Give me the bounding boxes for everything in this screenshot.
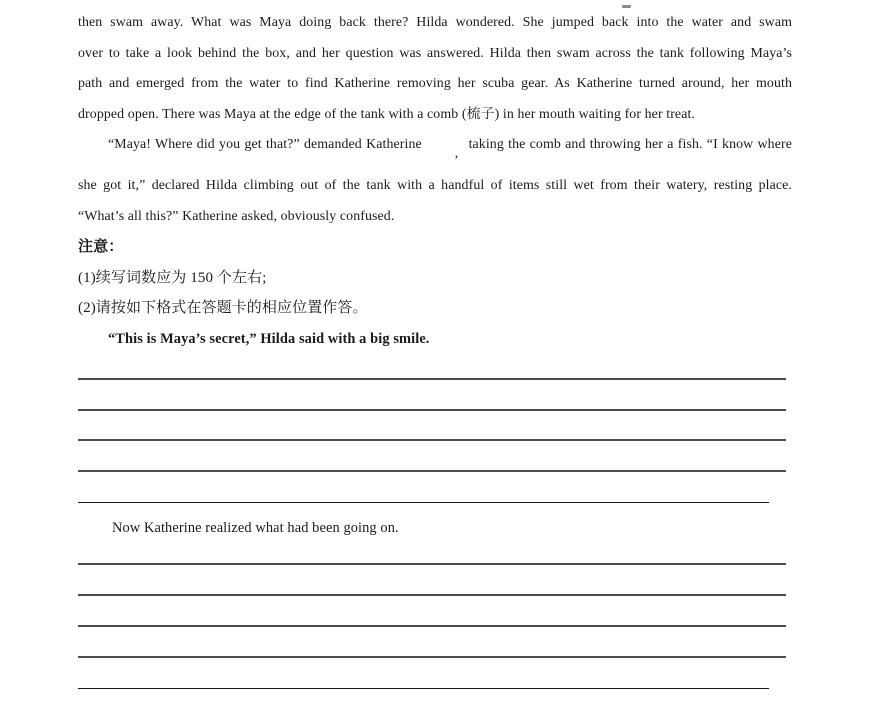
answer-line — [78, 658, 769, 689]
story-line: path and emerged from the water to find Katherine removing her scuba gear. As Katherine turned around, her mouth — [78, 76, 792, 92]
answer-lines-group-2 — [78, 534, 792, 689]
story-line: over to take a look behind the box, and her question was answered. Hilda then swam across the tank following Maya’s — [78, 45, 792, 61]
notes-section — [78, 232, 792, 324]
prompt-second-sentence: Now Katherine realized what had been going on. — [112, 519, 399, 536]
note-item-2: (2)请按如下格式在答题卡的相应位置作答。 — [78, 300, 368, 317]
story-line: dropped open. There was Maya at the edge of the tank with a comb (梳子) in her mouth waiting for her treat. — [78, 106, 695, 122]
story-line: “What’s all this?” Katherine asked, obviously confused. — [78, 208, 395, 224]
story-line: then swam away. What was Maya doing back there? Hilda wondered. She jumped back into the water and swam — [78, 15, 792, 30]
answer-line — [78, 565, 786, 596]
story-line-with-dropped-comma — [78, 130, 792, 161]
story-paragraph-1 — [78, 8, 792, 130]
note-item-1: (1)续写词数应为 150 个左右; — [78, 269, 267, 286]
story-line-part: taking the comb and throwing her a fish. “I know where — [468, 137, 792, 153]
answer-line — [78, 441, 786, 472]
answer-line — [78, 472, 769, 503]
answer-line — [78, 380, 786, 411]
story-paragraph-2 — [78, 130, 792, 232]
story-line: she got it,” declared Hilda climbing out of the tank with a handful of items still wet from their watery, resting place. — [78, 177, 792, 193]
answer-lines-group-1 — [78, 350, 792, 503]
answer-line — [78, 411, 786, 442]
story-line-part: “Maya! Where did you get that?” demanded Katherine — [108, 137, 422, 153]
answer-line — [78, 596, 786, 627]
prompt-first-sentence: “This is Maya’s secret,” Hilda said with a big smile. — [108, 330, 430, 347]
notes-heading: 注意： — [78, 239, 124, 256]
answer-line — [78, 627, 786, 658]
dropped-comma: , — [454, 146, 459, 162]
page-content — [78, 8, 792, 689]
